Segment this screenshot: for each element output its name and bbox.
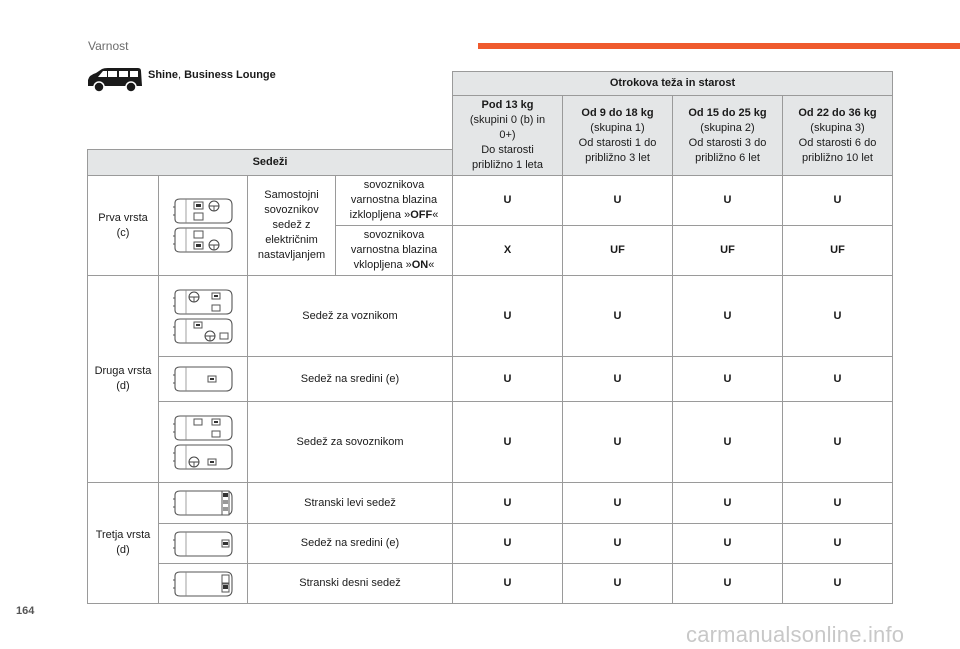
row-label: Prva vrsta (c): [88, 176, 159, 276]
seat-diagram: [159, 176, 248, 276]
seat-diagram: [159, 402, 248, 483]
value-cell: U: [783, 402, 893, 483]
seat-name: Stranski desni sedež: [248, 564, 453, 604]
page-number: 164: [16, 605, 35, 617]
seat-name: Sedež na sredini (e): [248, 524, 453, 564]
row-label: Tretja vrsta (d): [88, 483, 159, 604]
value-cell: U: [453, 402, 563, 483]
value-cell: U: [563, 176, 673, 226]
row-label: Druga vrsta (d): [88, 276, 159, 483]
value-cell: U: [673, 564, 783, 604]
value-cell: UF: [673, 226, 783, 276]
value-cell: U: [453, 564, 563, 604]
value-cell: U: [453, 357, 563, 402]
group-header: Od 9 do 18 kg (skupina 1) Od starosti 1 do približno 3 let: [563, 96, 673, 176]
watermark: carmanualsonline.info: [686, 622, 905, 647]
value-cell: U: [673, 176, 783, 226]
seat-name: Sedež na sredini (e): [248, 357, 453, 402]
value-cell: U: [563, 276, 673, 357]
airbag-on-note: sovoznikova varnostna blazina vklopljena »ON«: [336, 226, 453, 276]
airbag-off-note: sovoznikova varnostna blazina izklopljena »OFF«: [336, 176, 453, 226]
value-cell: U: [673, 276, 783, 357]
value-cell: UF: [783, 226, 893, 276]
car-seat-diagram-icon: [172, 366, 234, 392]
seat-name: Sedež za voznikom: [248, 276, 453, 357]
child-seat-table: [87, 71, 893, 604]
seat-name: Stranski levi sedež: [248, 483, 453, 524]
value-cell: U: [673, 357, 783, 402]
value-cell: U: [783, 276, 893, 357]
value-cell: U: [673, 483, 783, 524]
seat-diagram: [159, 483, 248, 524]
value-cell: U: [673, 402, 783, 483]
value-cell: U: [783, 176, 893, 226]
seat-diagram: [159, 357, 248, 402]
value-cell: U: [563, 564, 673, 604]
seat-diagram: [159, 276, 248, 357]
value-cell: U: [453, 176, 563, 226]
car-seat-diagram-icon: [172, 289, 234, 315]
car-seat-diagram-icon: [172, 531, 234, 557]
value-cell: U: [563, 402, 673, 483]
group-header: Pod 13 kg (skupini 0 (b) in 0+) Do starosti približno 1 leta: [453, 96, 563, 176]
value-cell: X: [453, 226, 563, 276]
seat-diagram: [159, 524, 248, 564]
group-header: Od 22 do 36 kg (skupina 3) Od starosti 6 do približno 10 let: [783, 96, 893, 176]
value-cell: U: [563, 357, 673, 402]
value-cell: U: [783, 564, 893, 604]
value-cell: U: [453, 276, 563, 357]
seats-header: Sedeži: [88, 150, 453, 176]
car-seat-diagram-icon: [172, 415, 234, 441]
model-label: Shine, Business Lounge: [148, 69, 276, 81]
value-cell: U: [453, 483, 563, 524]
car-seat-diagram-icon: [172, 488, 234, 518]
section-title: Varnost: [88, 39, 129, 53]
value-cell: U: [453, 524, 563, 564]
value-cell: U: [783, 357, 893, 402]
car-seat-diagram-icon: [172, 318, 234, 344]
header-accent-bar: [478, 43, 960, 49]
weight-age-header: Otrokova teža in starost: [453, 72, 893, 96]
value-cell: U: [783, 524, 893, 564]
seat-diagram: [159, 564, 248, 604]
value-cell: UF: [563, 226, 673, 276]
car-seat-diagram-icon: [172, 198, 234, 224]
seat-name: Sedež za sovoznikom: [248, 402, 453, 483]
group-header: Od 15 do 25 kg (skupina 2) Od starosti 3 do približno 6 let: [673, 96, 783, 176]
value-cell: U: [783, 483, 893, 524]
car-seat-diagram-icon: [172, 444, 234, 470]
car-seat-diagram-icon: [172, 571, 234, 597]
car-seat-diagram-icon: [172, 227, 234, 253]
seat-description: Samostojni sovoznikov sedež z električnim nastavljanjem: [248, 176, 336, 276]
value-cell: U: [673, 524, 783, 564]
value-cell: U: [563, 524, 673, 564]
value-cell: U: [563, 483, 673, 524]
